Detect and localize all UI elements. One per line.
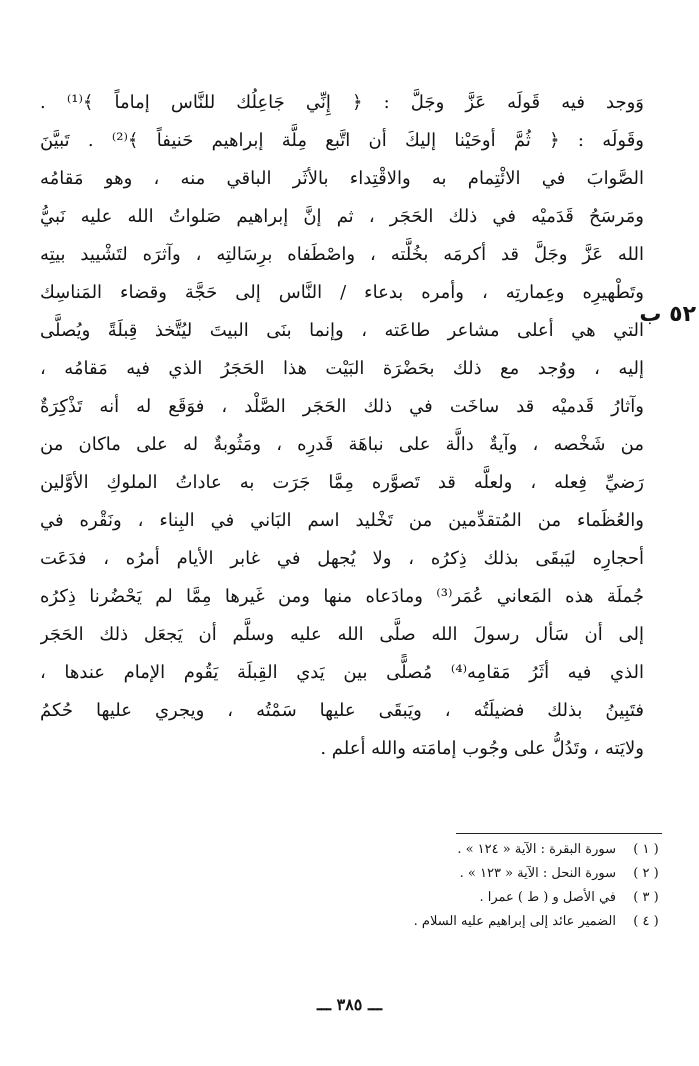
folio-margin-note: ٥٢ ب bbox=[639, 302, 696, 327]
text-line: والعُظَماء من المُتقدِّمين من تَخْليد اسم البَاني في البِناء ، ونَقْره في bbox=[40, 510, 644, 531]
body-text bbox=[40, 84, 644, 768]
text-line: التي هي أعلى مشاعر طاعَته ، وإنما بنَى البيتَ ليُتَّخذ قِبلَةً ويُصلَّى bbox=[40, 320, 644, 341]
text-line: وتَطْهيرِه وعِمارتِه ، وأمره بدعاء / النَّاس إلى حَجَّة وقضاء المَناسِك bbox=[40, 282, 644, 303]
footnote-number: ( ٤ ) bbox=[633, 914, 659, 929]
footnote-text: سورة البقرة : الآية « ١٢٤ » . bbox=[457, 842, 616, 857]
footnote-number: ( ٢ ) bbox=[633, 866, 659, 881]
footnote-text: الضمير عائد إلى إبراهيم عليه السلام . bbox=[413, 914, 616, 929]
text-line: وقَولَه : ﴿ ثُمَّ أوحَيْنا إليكَ أن اتَّبع مِلَّة إبراهيم حَنيفاً ﴾⁽²⁾ . تَبيَّنَ bbox=[40, 130, 644, 151]
text-line: ومَرسَحُ قَدَميْه في ذلك الحَجَر ، ثم إنَّ إبراهيم صَلواتُ الله عليه نَبيُّ bbox=[40, 206, 644, 227]
text-line: أحجارِه ليَبقَى بذلك ذِكرُه ، ولا يُجهل في غابر الأيام أمرُه ، فدَعَت bbox=[40, 548, 644, 569]
footnotes bbox=[300, 838, 670, 934]
footnote-divider bbox=[456, 833, 662, 834]
footnote bbox=[300, 862, 670, 886]
footnote bbox=[300, 910, 670, 934]
text-line: الصَّوابَ في الائْتِمام به والاقْتِداء بالأثَر الباقي منه ، وهو مَقامُه bbox=[40, 168, 644, 189]
footnote-number: ( ١ ) bbox=[633, 842, 659, 857]
text-line: وآثارُ قَدميْه قد ساخَت في ذلك الحَجَر الصَّلْد ، فوَقَع له أنه تَذْكِرَةٌ bbox=[40, 396, 644, 417]
text-line: الذي فيه أثَرُ مَقامِه⁽⁴⁾ مُصلًّى بين يَدي القِبلَة يَقُوم الإمام عندها ، bbox=[40, 662, 644, 683]
text-line: جُملَة هذه المَعاني عُمَر⁽³⁾ ومادَعاه منها ومن غَيرها مِمَّا لم يَحْضُرنا ذِكرُه bbox=[40, 586, 644, 607]
text-line: إلى أن سَأل رسولَ الله صلَّى الله عليه وسلَّم أن يَجعَل ذلك الحَجَر bbox=[40, 624, 644, 645]
text-line: ولايَته ، وتَدُلُّ على وجُوب إمامَته والله أعلم . bbox=[320, 738, 644, 759]
text-line: إليه ، ووُجد مع ذلك بحَضْرَة البَيْت هذا الحَجَرُ الذي فيه مَقامُه ، bbox=[40, 358, 644, 379]
text-line: وَوجد فيه قَولَه عَزَّ وجَلَّ : ﴿ إِنِّي جَاعِلُك للنَّاس إماماً ﴾⁽¹⁾ . bbox=[40, 92, 644, 113]
text-line: من شَخْصه ، وآيةٌ دالَّة على نباهَة قَدرِه ، ومَثُوبةٌ له على ماكان من bbox=[40, 434, 644, 455]
footnote-number: ( ٣ ) bbox=[633, 890, 659, 905]
text-line: فتَبِينُ بذلك فضيلَتُه ، ويَبقَى عليها سَمْتُه ، ويجري عليها حُكمُ bbox=[40, 700, 644, 721]
text-line: الله عَزَّ وجَلَّ قد أكرمَه بخُلَّته ، واصْطَفاه برِسَالتِه ، وآثرَه لتَشْييد بيتِه bbox=[40, 244, 644, 265]
page-number: ـــ ٣٨٥ ـــ bbox=[316, 995, 383, 1014]
footnote bbox=[300, 886, 670, 910]
footnote-text: في الأصل و ( ط ) عمرا . bbox=[479, 890, 616, 905]
footnote-text: سورة النحل : الآية « ١٢٣ » . bbox=[459, 866, 616, 881]
footnote bbox=[300, 838, 670, 862]
text-line: رَضيِّ فِعله ، ولعلَّه قد تَصوَّره مِمَّا جَرَت به عاداتُ الملوكِ الأوَّلين bbox=[40, 472, 644, 493]
